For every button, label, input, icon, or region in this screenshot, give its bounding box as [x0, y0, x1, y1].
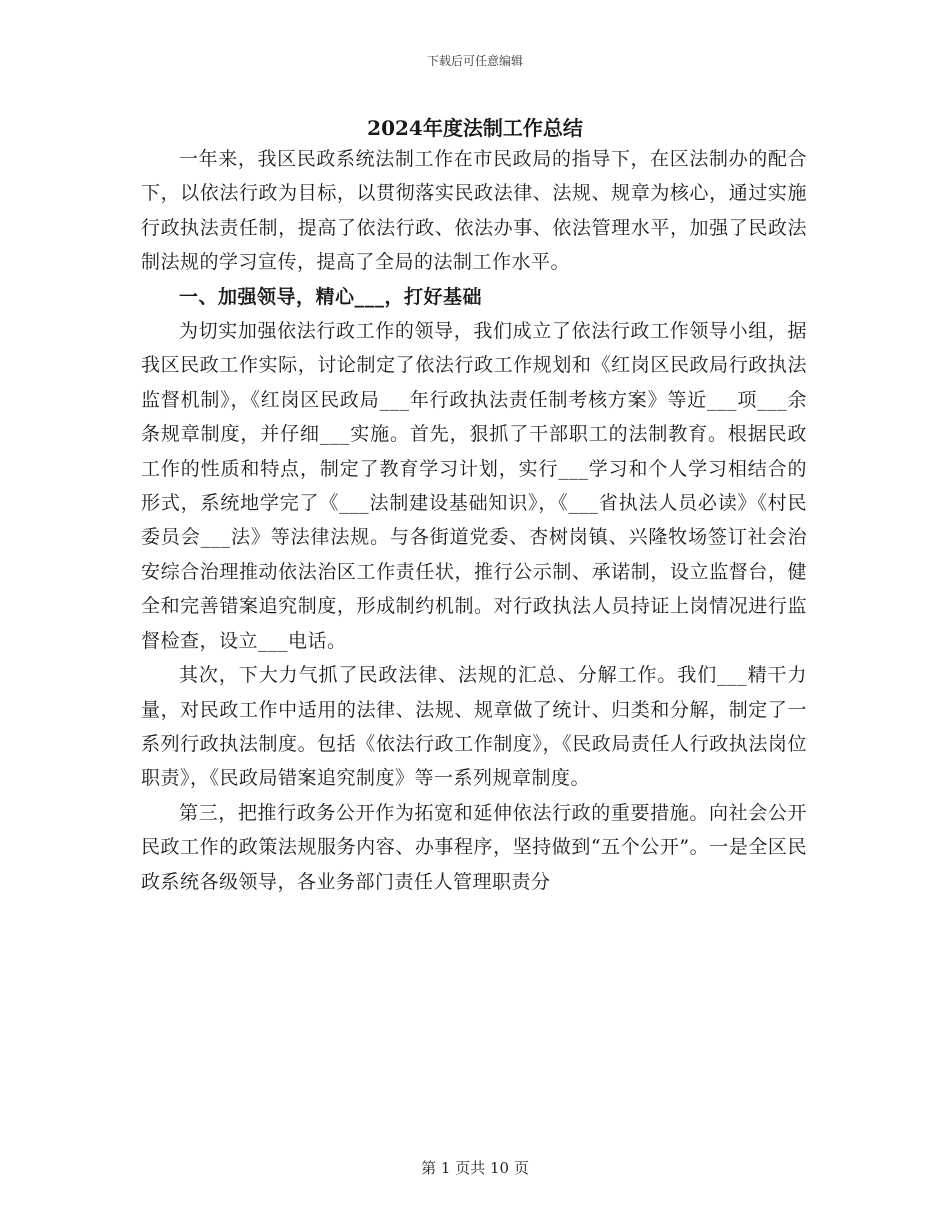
- document-title: 2024年度法制工作总结: [367, 116, 583, 140]
- document-body: [141, 142, 807, 899]
- section1-paragraph-2: 其次，下大力气抓了民政法律、法规的汇总、分解工作。我们___精干力量，对民政工作中适用的法律、法规、规章做了统计、归类和分解，制定了一系列行政执法制度。包括《依法行政工作制度》，《民政局责任人行政执法岗位职责》，《民政局错案追究制度》等一系列规章制度。: [141, 664, 807, 790]
- header-note: 下载后可任意编辑: [426, 54, 523, 68]
- intro-paragraph: 一年来，我区民政系统法制工作在市民政局的指导下，在区法制办的配合下，以依法行政为目标，以贯彻落实民政法律、法规、规章为核心，通过实施行政执法责任制，提高了依法行政、依法办事、依法管理水平，加强了民政法制法规的学习宣传，提高了全局的法制工作水平。: [141, 148, 807, 274]
- section1-paragraph-3: 第三，把推行政务公开作为拓宽和延伸依法行政的重要措施。向社会公开民政工作的政策法规服务内容、办事程序，坚持做到“五个公开”。一是全区民政系统各级领导，各业务部门责任人管理职责分: [141, 801, 807, 893]
- page-number: 第 1 页共 10 页: [421, 1159, 529, 1177]
- section-heading-1: 一、加强领导，精心___，打好基础: [179, 285, 483, 308]
- section1-paragraph-1: 为切实加强依法行政工作的领导，我们成立了依法行政工作领导小组，据我区民政工作实际，讨论制定了依法行政工作规划和《红岗区民政局行政执法监督机制》，《红岗区民政局___年行政执法责任制考核方案》等近___项___余条规章制度，并仔细___实施。首先，狠抓了干部职工的法制教育。根据民政工作的性质和特点，制定了教育学习计划，实行___学习和个人学习相结合的形式，系统地学完了《___法制建设基础知识》，《___省执法人员必读》《村民委员会___法》等法律法规。与各街道党委、杏树岗镇、兴隆牧场签订社会治安综合治理推动依法治区工作责任状，推行公示制、承诺制，设立监督台，健全和完善错案追究制度，形成制约机制。对行政执法人员持证上岗情况进行监督检查，设立___电话。: [141, 320, 807, 652]
